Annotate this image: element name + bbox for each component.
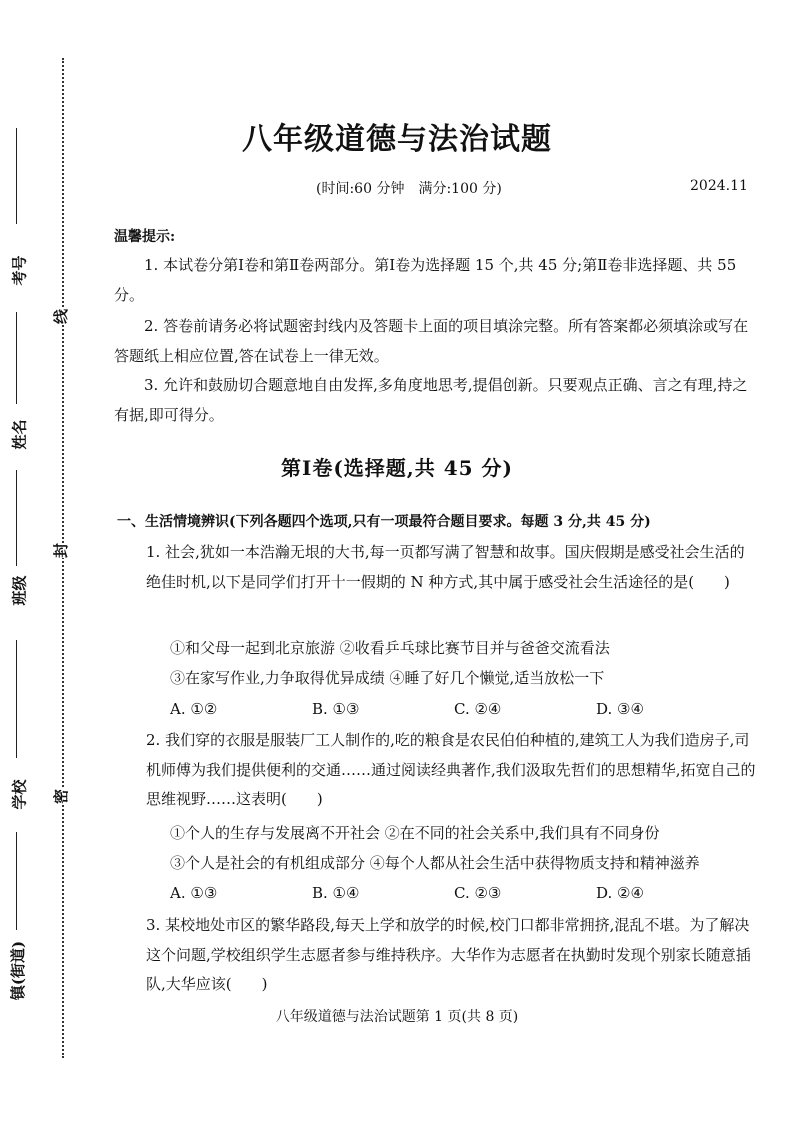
- town-label: 镇(街道): [5, 941, 30, 1000]
- question-2-choice-b[interactable]: B. ①④: [312, 884, 360, 902]
- tip-item: 1. 本试卷分第Ⅰ卷和第Ⅱ卷两部分。第Ⅰ卷为选择题 15 个,共 45 分;第Ⅱ卷非选择题、共 55 分。: [114, 256, 737, 304]
- question-2-stem: 2. 我们穿的衣服是服装厂工人制作的,吃的粮食是农民伯伯种植的,建筑工人为我们造房子,司机师傅为我们提供便利的交通……通过阅读经典著作,我们汲取先哲们的思想精华,拓宽自己的思维视野……这表明( ): [146, 731, 756, 808]
- question-2-choice-d[interactable]: D. ②④: [596, 884, 644, 902]
- seal-secret-mark: 密: [48, 789, 73, 804]
- question-1-option-line: ③在家写作业,力争取得优异成绩 ④睡了好几个懒觉,适当放松一下: [170, 669, 605, 687]
- question-2-option-line: ①个人的生存与发展离不开社会 ②在不同的社会关系中,我们具有不同身份: [170, 824, 660, 842]
- name-underline[interactable]: [16, 312, 17, 404]
- tip-item: 3. 允许和鼓励切合题意地自由发挥,多角度地思考,提倡创新。只要观点正确、言之有理,持之有据,即可得分。: [114, 376, 748, 424]
- page-footer: 八年级道德与法治试题第 1 页(共 8 页): [275, 1009, 519, 1025]
- class-underline[interactable]: [16, 470, 17, 566]
- tips-heading: 温馨提示:: [114, 229, 176, 245]
- question-2-option-line: ③个人是社会的有机组成部分 ④每个人都从社会生活中获得物质支持和精神滋养: [170, 854, 700, 872]
- question-1-stem: 1. 社会,犹如一本浩瀚无垠的大书,每一页都写满了智慧和故事。国庆假期是感受社会生活的绝佳时机,以下是同学们打开十一假期的 N 种方式,其中属于感受社会生活途径的是( ): [146, 543, 745, 591]
- exam-meta: (时间:60 分钟 满分:100 分): [316, 181, 502, 197]
- page-title: 八年级道德与法治试题: [242, 122, 552, 157]
- question-1-choice-c[interactable]: C. ②④: [454, 700, 502, 718]
- question-1-choice-a[interactable]: A. ①②: [170, 700, 218, 718]
- part-heading: 一、生活情境辨识(下列各题四个选项,只有一项最符合题目要求。每题 3 分,共 45 分): [117, 514, 651, 530]
- section-title: 第Ⅰ卷(选择题,共 45 分): [280, 456, 513, 480]
- seal-line-mark: 线: [48, 309, 73, 324]
- question-2-choice-c[interactable]: C. ②③: [454, 884, 502, 902]
- question-2-choice-a[interactable]: A. ①③: [170, 884, 218, 902]
- exam-no-label: 考号: [7, 255, 32, 285]
- question-3-stem: 3. 某校地处市区的繁华路段,每天上学和放学的时候,校门口都非常拥挤,混乱不堪。为了解决这个问题,学校组织学生志愿者参与维持秩序。大华作为志愿者在执勤时发现个别家长随意插队,大华应该( ): [146, 916, 751, 993]
- class-label: 班级: [7, 575, 32, 605]
- binding-margin: [0, 0, 80, 1124]
- seal-seal-mark: 封: [48, 543, 73, 558]
- exam-date: 2024.11: [690, 178, 748, 194]
- name-label: 姓名: [7, 419, 32, 449]
- school-label: 学校: [7, 779, 32, 809]
- question-1-option-line: ①和父母一起到北京旅游 ②收看乒乓球比赛节目并与爸爸交流看法: [170, 639, 610, 657]
- question-1-choice-d[interactable]: D. ③④: [596, 700, 644, 718]
- town-underline[interactable]: [16, 832, 17, 930]
- tip-item: 2. 答卷前请务必将试题密封线内及答题卡上面的项目填涂完整。所有答案都必须填涂或写在答题纸上相应位置,答在试卷上一律无效。: [114, 317, 749, 365]
- question-1-choice-b[interactable]: B. ①③: [312, 700, 360, 718]
- school-underline[interactable]: [16, 640, 17, 758]
